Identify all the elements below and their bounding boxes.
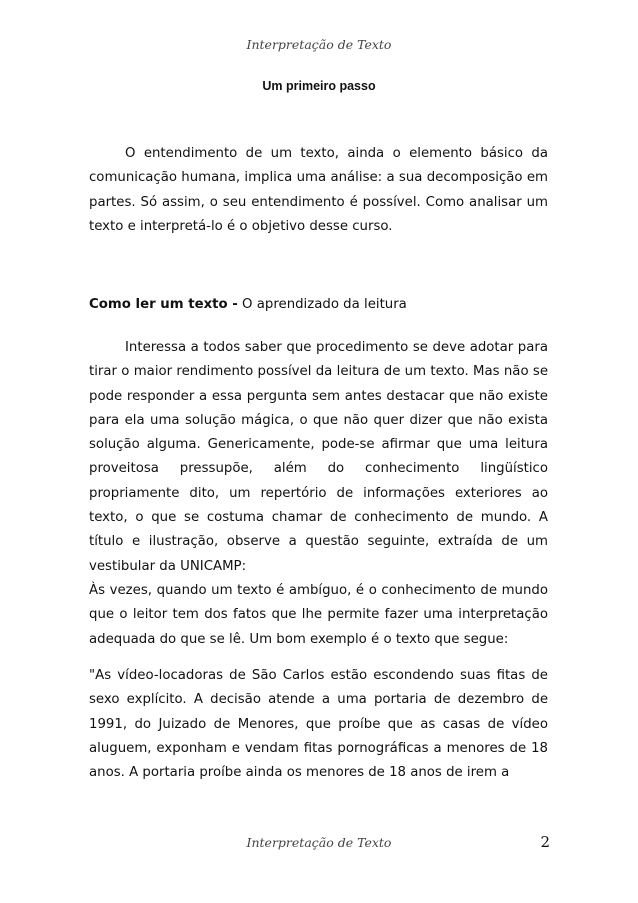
section-heading: Como ler um texto - bbox=[89, 297, 238, 312]
page-number: 2 bbox=[540, 833, 550, 851]
section-subheading: O aprendizado da leitura bbox=[237, 297, 407, 312]
quote-block bbox=[89, 664, 548, 785]
section-paragraph-1: Interessa a todos saber que procedimento se deve adotar para tirar o maior rendimento possível da leitura de um texto. Mas não se pode responder a essa pergunta sem antes destacar que não existe para ela uma solução mágica, o que não quer dizer que não exista solução alguma. Genericamente, pode-se afirmar que uma leitura proveitosa pressupõe, além do conhecimento lingüístico propriamente dito, um repertório de informações exteriores ao texto, o que se costuma chamar de conhecimento de mundo. A título e ilustração, observe a questão seguinte, extraída de um vestibular da UNICAMP: bbox=[89, 340, 548, 574]
intro-block bbox=[89, 142, 548, 239]
document-title: Um primeiro passo bbox=[262, 79, 376, 93]
section-paragraph-1-block bbox=[89, 336, 548, 579]
page-footer: Interpretação de Texto bbox=[246, 835, 392, 850]
page-header: Interpretação de Texto bbox=[246, 37, 392, 52]
quote-paragraph: "As vídeo-locadoras de São Carlos estão escondendo suas fitas de sexo explícito. A decisão atende a uma portaria de dezembro de 1991, do Juizado de Menores, que proíbe que as casas de vídeo aluguem, exponham e vendam fitas pornográficas a menores de 18 anos. A portaria proíbe ainda os menores de 18 anos de irem a bbox=[89, 668, 548, 781]
section-paragraph-2-block bbox=[89, 579, 548, 652]
intro-paragraph: O entendimento de um texto, ainda o elemento básico da comunicação humana, implica uma análise: a sua decomposição em partes. Só assim, o seu entendimento é possível. Como analisar um texto e interpretá-lo é o objetivo desse curso. bbox=[89, 146, 548, 234]
section-paragraph-2: Às vezes, quando um texto é ambíguo, é o conhecimento de mundo que o leitor tem dos fatos que lhe permite fazer uma interpretação adequada do que se lê. Um bom exemplo é o texto que segue: bbox=[89, 583, 548, 647]
section-heading-line bbox=[89, 293, 548, 317]
